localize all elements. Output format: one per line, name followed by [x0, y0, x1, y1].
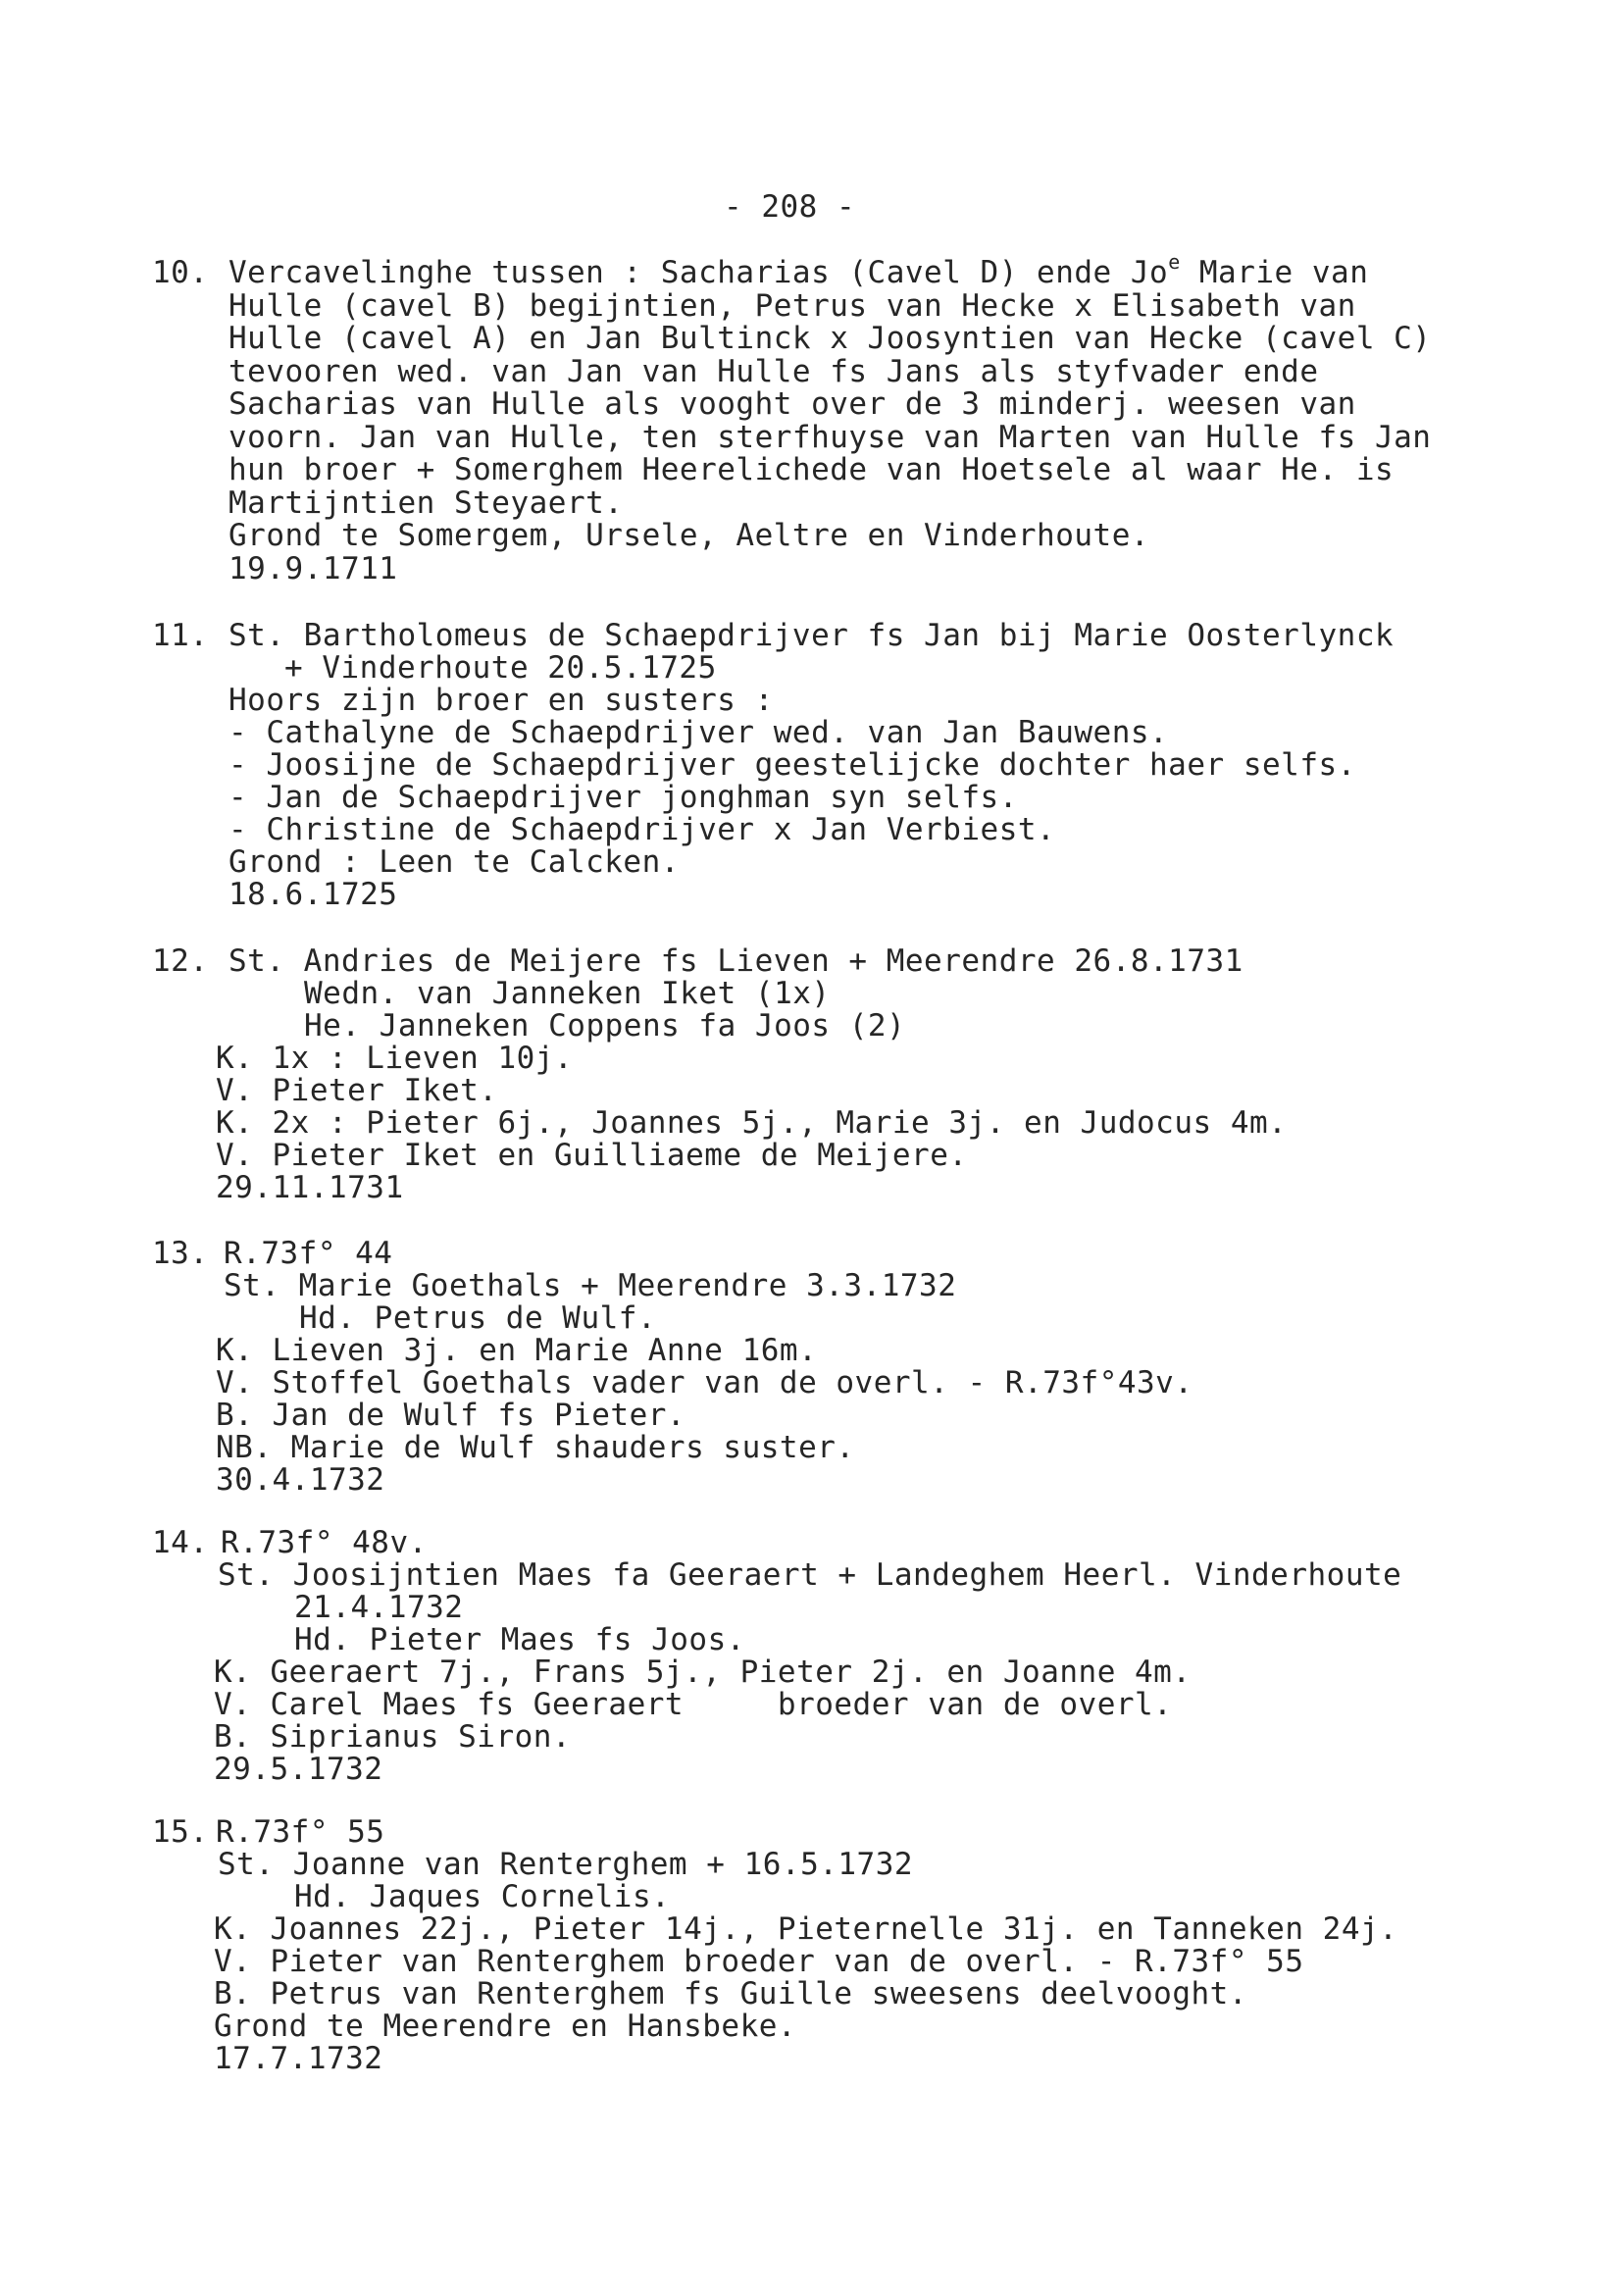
entry-line — [228, 250, 1369, 290]
entry-line: Sacharias van Hulle als vooght over de 3 minderj. weesen van — [228, 386, 1356, 422]
entry-line: K. Geeraert 7j., Frans 5j., Pieter 2j. en Joanne 4m. — [214, 1655, 1192, 1690]
entry-line: St. Joanne van Renterghem + 16.5.1732 — [218, 1847, 914, 1882]
entry-line: Hulle (cavel A) en Jan Bultinck x Joosyntien van Hecke (cavel C) — [228, 321, 1432, 356]
entry-date: 29.11.1731 — [216, 1170, 404, 1205]
entry-line: St. Bartholomeus de Schaepdrijver fs Jan bij Marie Oosterlynck — [228, 618, 1395, 653]
entry-line: B. Siprianus Siron. — [214, 1719, 572, 1755]
entry-line: + Vinderhoute 20.5.1725 — [284, 650, 717, 686]
entry-line: Grond : Leen te Calcken. — [228, 844, 680, 880]
entry-line: St. Joosijntien Maes fa Geeraert + Landeghem Heerl. Vinderhoute — [218, 1557, 1402, 1593]
entry-line: Grond te Somergem, Ursele, Aeltre en Vinderhoute. — [228, 518, 1150, 553]
entry-line: - Cathalyne de Schaepdrijver wed. van Jan Bauwens. — [228, 715, 1169, 750]
entry-line: St. Marie Goethals + Meerendre 3.3.1732 — [224, 1268, 957, 1303]
entry-line: - Joosijne de Schaepdrijver geestelijcke dochter haer selfs. — [228, 747, 1356, 783]
entry-date: 19.9.1711 — [228, 550, 398, 586]
entry-line: Grond te Meerendre en Hansbeke. — [214, 2009, 797, 2044]
entry-line: Wedn. van Janneken Iket (1x) — [304, 976, 831, 1011]
entry-date: 17.7.1732 — [214, 2041, 383, 2076]
entry-line: Hoors zijn broer en susters : — [228, 683, 774, 718]
entry-line: Hd. Pieter Maes fs Joos. — [294, 1622, 745, 1657]
entry-number: 14. — [152, 1525, 209, 1560]
entry-line: V. Pieter van Renterghem broeder van de overl. - R.73f° 55 — [214, 1944, 1304, 1979]
entry-line: B. Jan de Wulf fs Pieter. — [216, 1398, 686, 1433]
entry-number: 12. — [152, 943, 209, 979]
entry-text: Marie van — [1180, 255, 1369, 290]
superscript: e — [1168, 250, 1181, 274]
entry-number: 13. — [152, 1236, 209, 1271]
entry-ref: R.73f° 55 — [216, 1814, 385, 1850]
entry-line: tevooren wed. van Jan van Hulle fs Jans als styfvader ende — [228, 353, 1319, 389]
entry-line: - Jan de Schaepdrijver jonghman syn selfs. — [228, 780, 1018, 815]
entry-date: 18.6.1725 — [228, 877, 398, 912]
entry-number: 10. — [152, 255, 209, 290]
entry-line: B. Petrus van Renterghem fs Guille sweesens deelvooght. — [214, 1976, 1247, 2011]
entry-number: 11. — [152, 618, 209, 653]
entry-line: V. Carel Maes fs Geeraert broeder van de overl. — [214, 1687, 1173, 1722]
entry-number: 15. — [152, 1814, 209, 1850]
entry-line: V. Pieter Iket. — [216, 1073, 498, 1108]
entry-line: - Christine de Schaepdrijver x Jan Verbiest. — [228, 812, 1056, 847]
entry-line: Hd. Jaques Cornelis. — [294, 1879, 671, 1914]
entry-line: 21.4.1732 — [294, 1590, 464, 1625]
entry-line: hun broer + Somerghem Heerelichede van Hoetsele al waar He. is — [228, 452, 1395, 487]
entry-line: St. Andries de Meijere fs Lieven + Meerendre 26.8.1731 — [228, 943, 1243, 979]
entry-date: 30.4.1732 — [216, 1462, 385, 1498]
entry-date: 29.5.1732 — [214, 1752, 383, 1787]
entry-ref: R.73f° 44 — [224, 1236, 393, 1271]
entry-line: voorn. Jan van Hulle, ten sterfhuyse van Marten van Hulle fs Jan — [228, 419, 1432, 455]
entry-line: He. Janneken Coppens fa Joos (2) — [304, 1008, 906, 1044]
entry-line: V. Stoffel Goethals vader van de overl. - R.73f°43v. — [216, 1365, 1193, 1400]
entry-ref: R.73f° 48v. — [221, 1525, 428, 1560]
entry-line: K. Lieven 3j. en Marie Anne 16m. — [216, 1333, 818, 1368]
entry-line: Hulle (cavel B) begijntien, Petrus van Hecke x Elisabeth van — [228, 287, 1356, 324]
entry-line: K. Joannes 22j., Pieter 14j., Pieternelle 31j. en Tanneken 24j. — [214, 1911, 1398, 1947]
entry-text: Vercavelinghe tussen : Sacharias (Cavel D) ende Jo — [228, 255, 1169, 290]
entry-line: Hd. Petrus de Wulf. — [299, 1300, 657, 1336]
entry-line: K. 1x : Lieven 10j. — [216, 1041, 574, 1076]
entry-line: K. 2x : Pieter 6j., Joannes 5j., Marie 3j. en Judocus 4m. — [216, 1105, 1288, 1141]
page-number: - 208 - — [724, 189, 856, 225]
entry-line: V. Pieter Iket en Guilliaeme de Meijere. — [216, 1138, 968, 1173]
entry-line: Martijntien Steyaert. — [228, 484, 624, 521]
entry-line: NB. Marie de Wulf shauders suster. — [216, 1430, 855, 1465]
